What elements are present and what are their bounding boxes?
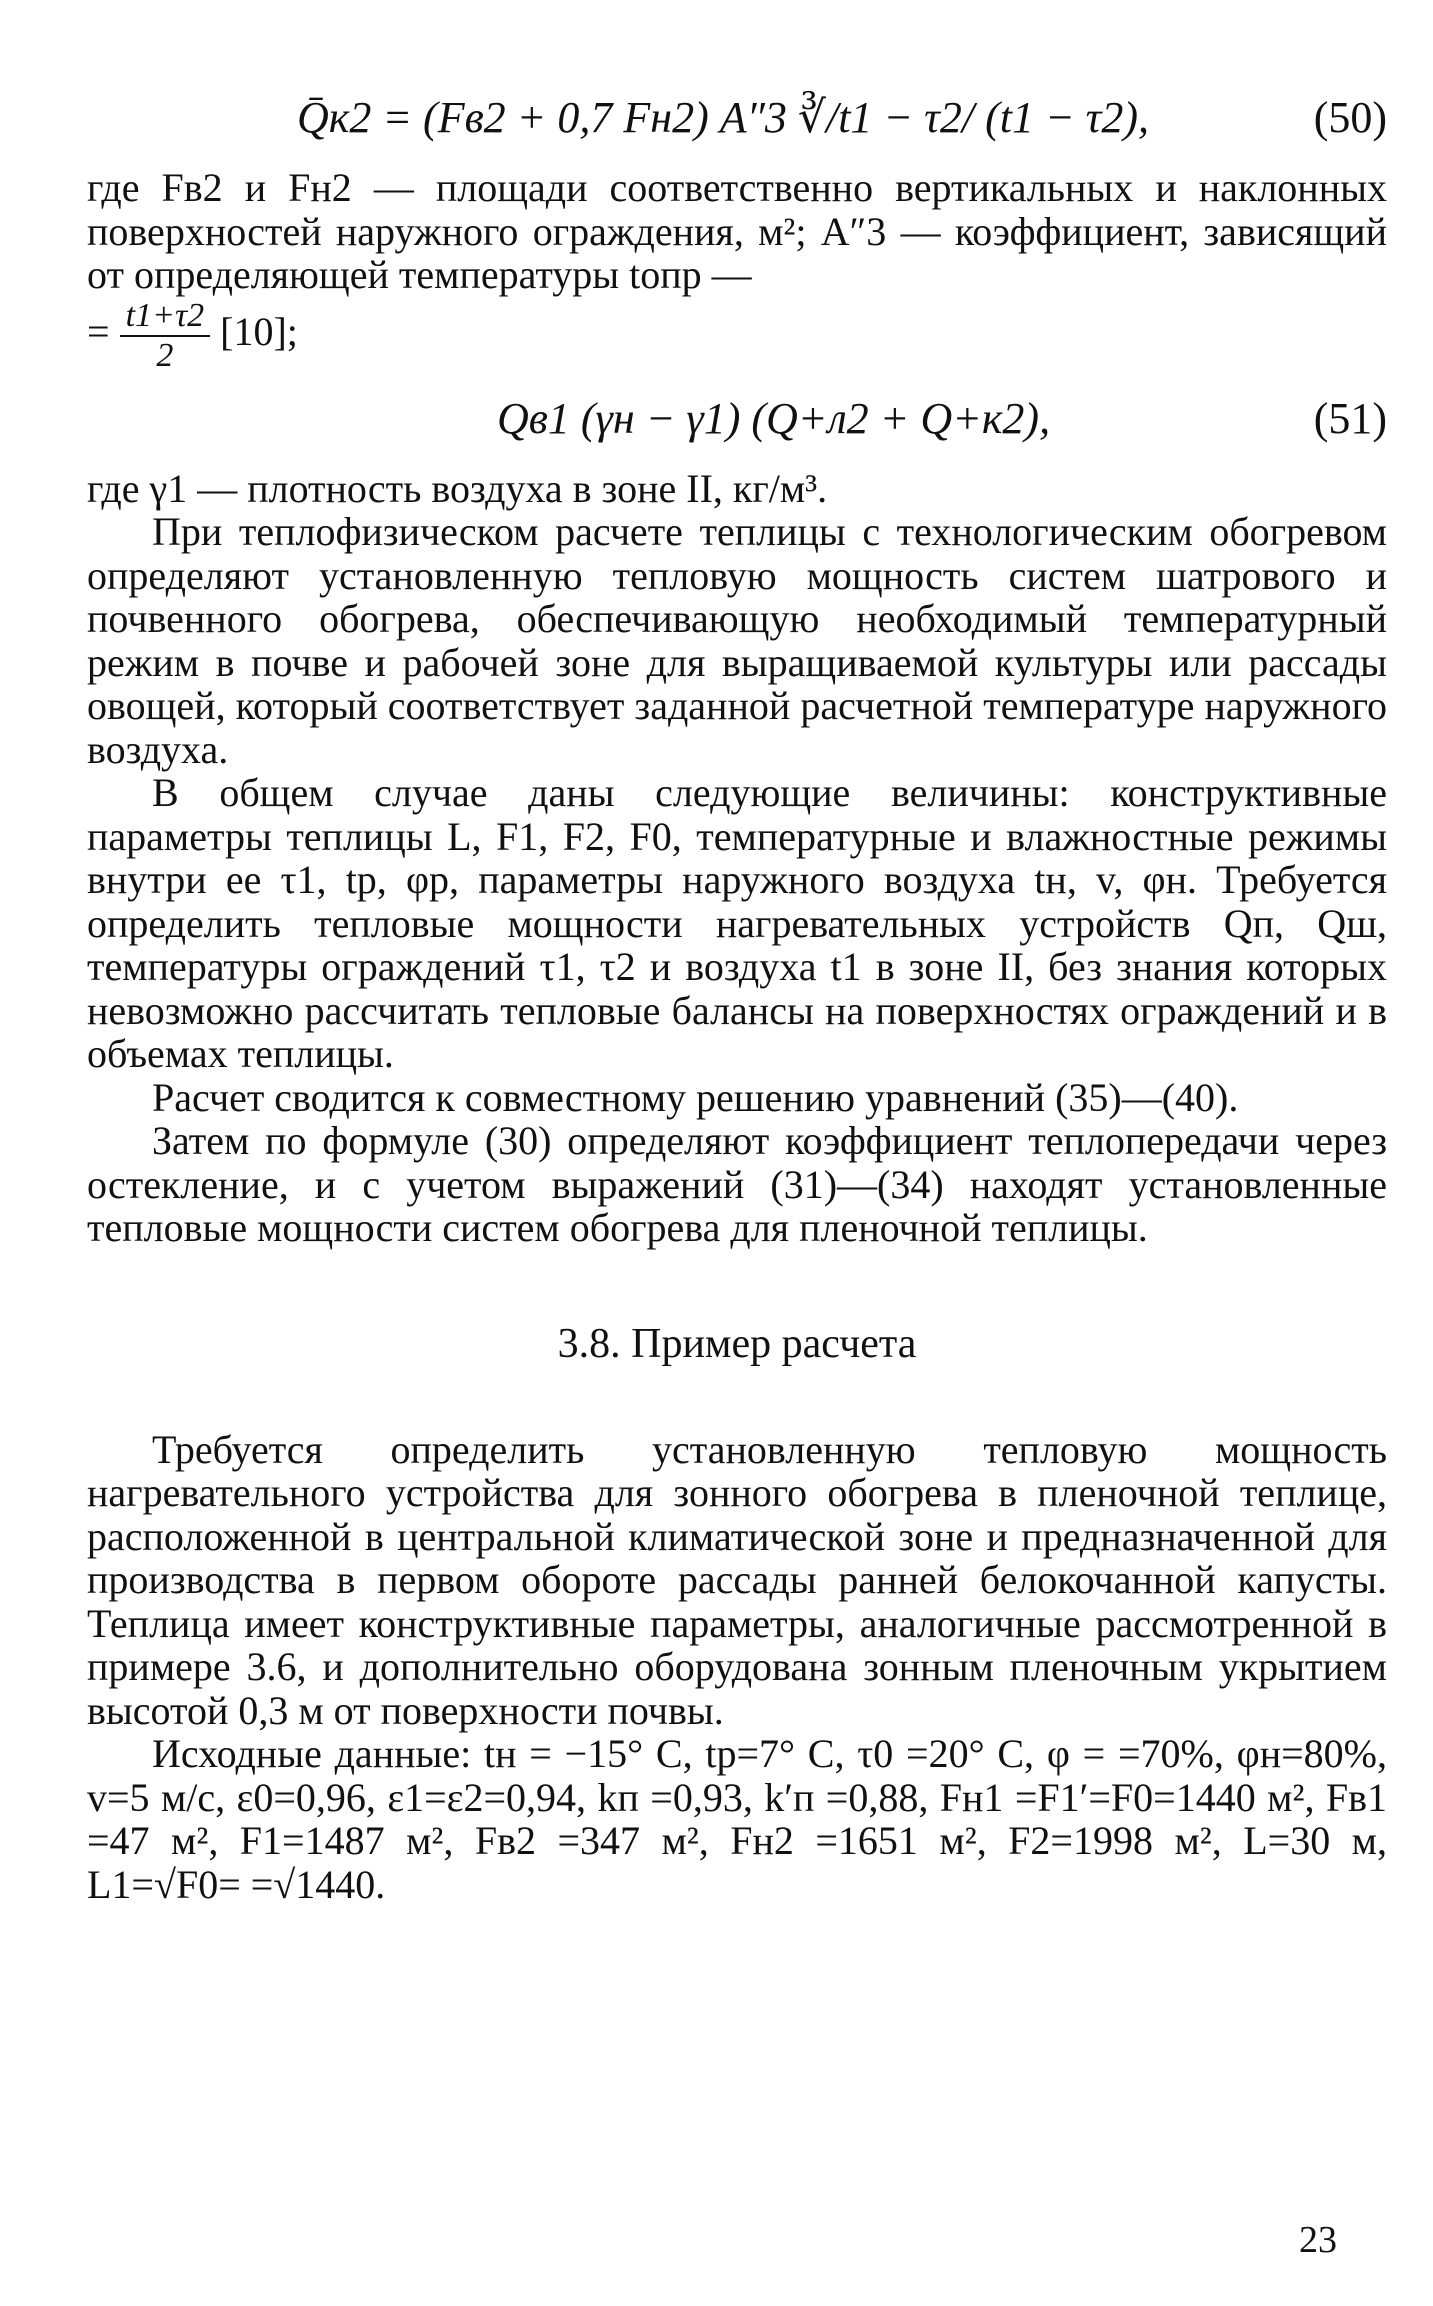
where-text-1: где Fв2 и Fн2 — площади соответственно вертикальных и наклонных поверхностей наружного ограждения, м²; A″3 — коэффициент, зависящий от определяющей температуры tопр — <box>87 165 1387 297</box>
formula-51-number: (51) <box>1313 393 1387 443</box>
reference-10: [10]; <box>220 308 298 354</box>
formula-50-number: (50) <box>1313 93 1387 142</box>
where-paragraph-1 <box>87 166 1387 375</box>
fraction-numerator: t1+τ2 <box>120 297 211 337</box>
formula-51-expression: Qв1 (γн − γ1) (Q+л2 + Q+к2), <box>497 393 1051 443</box>
fraction-t-opr <box>120 297 211 375</box>
paragraph-5: Требуется определить установленную тепловую мощность нагревательного устройства для зонного обогрева в пленочной теплице, расположенной в центральной климатической зоне и предназначенной для производства в первом обороте рассады ранней белокочанной капусты. Теплица имеет конструктивные параметры, аналогичные рассмотренной в примере 3.6, и дополнительно оборудована зонным пленочным укрытием высотой 0,3 м от поверхности почвы. <box>87 1426 1387 1733</box>
where-eq-sign: = <box>87 308 110 354</box>
paragraph-6: Исходные данные: tн = −15° С, tр=7° С, τ0 =20° С, φ = =70%, φн=80%, v=5 м/с, ε0=0,96, ε1=ε2=0,94, kп =0,93, k′п =0,88, Fн1 =F1′=F0=1440 м², Fв1 =47 м², F1=1487 м², Fв2 =347 м², Fн2 =1651 м², F2=1998 м², L=30 м, L1=√F0= =√1440. <box>87 1731 1387 1907</box>
page-content <box>87 92 1387 1906</box>
fraction-denominator: 2 <box>156 336 174 374</box>
formula-50-expression: Q̄к2 = (Fв2 + 0,7 Fн2) A″3 ∛/t1 − τ2/ (t1 − τ2), <box>297 93 1150 142</box>
section-heading: 3.8. Пример расчета <box>557 1320 917 1367</box>
where-paragraph-2: где γ1 — плотность воздуха в зоне II, кг/м³. <box>87 465 828 511</box>
formula-51 <box>87 393 1387 467</box>
paragraph-1: При теплофизическом расчете теплицы с технологическим обогревом определяют установленную тепловую мощность систем шатрового и почвенного обогрева, обеспечивающую необходимый температурный режим в почве и рабочей зоне для выращиваемой культуры или рассады овощей, который соответствует заданной расчетной температуре наружного воздуха. <box>87 509 1387 772</box>
paragraph-4: Затем по формуле (30) определяют коэффициент теплопередачи через остекление, и с учетом выражений (31)—(34) находят установленные тепловые мощности систем обогрева для пленочной теплицы. <box>87 1118 1387 1250</box>
page-number: 23 <box>1299 2219 1337 2261</box>
paragraph-2: В общем случае даны следующие величины: конструктивные параметры теплицы L, F1, F2, F0, температурные и влажностные режимы внутри ее τ1, tр, φр, параметры наружного воздуха tн, v, φн. Требуется определить тепловые мощности нагревательных устройств Qп, Qш, температуры ограждений τ1, τ2 и воздуха t1 в зоне II, без знания которых невозможно рассчитать тепловые балансы на поверхностях ограждений и в объемах теплицы. <box>87 770 1387 1076</box>
paragraph-3: Расчет сводится к совместному решению уравнений (35)—(40). <box>152 1074 1239 1120</box>
formula-50 <box>87 92 1387 166</box>
